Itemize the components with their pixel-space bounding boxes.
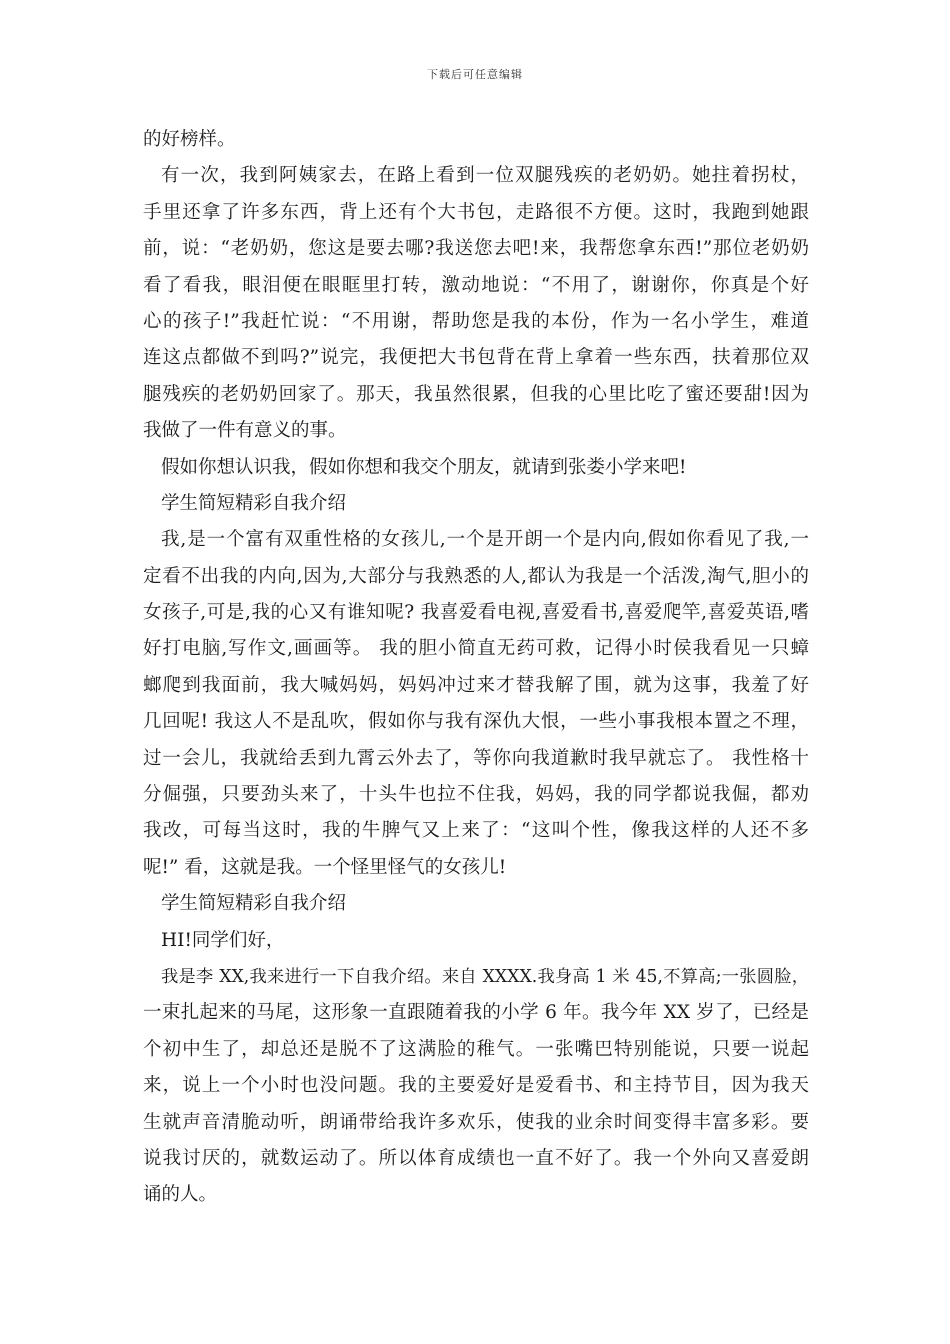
text-line: 生就声音清脆动听，朗诵带给我许多欢乐，使我的业余时间变得丰富多彩。要 (143, 1111, 809, 1133)
document-body (143, 122, 809, 1214)
text-line: 说我讨厌的，就数运动了。所以体育成绩也一直不好了。我一个外向又喜爱朗 (143, 1147, 809, 1169)
text-line: 学生简短精彩自我介绍 (161, 893, 347, 915)
text-line: 诵的人。 (143, 1184, 218, 1206)
text-line: 螂爬到我面前，我大喊妈妈，妈妈冲过来才替我解了围，就为这事，我羞了好 (143, 674, 809, 696)
text-line: 我改，可每当这时，我的牛脾气又上来了：“这叫个性，像我这样的人还不多 (143, 820, 809, 842)
text-line: 定看不出我的内向,因为,大部分与我熟悉的人,都认为我是一个活泼,淘气,胆小的 (143, 565, 809, 587)
text-line: 心的孩子!”我赶忙说：“不用谢，帮助您是我的本份，作为一名小学生，难道 (143, 310, 809, 332)
text-line: 的好榜样。 (143, 129, 236, 150)
text-line: HI!同学们好， (161, 929, 285, 951)
text-line: 过一会儿，我就给丢到九霄云外去了，等你向我道歉时我早就忘了。 我性格十 (143, 747, 809, 769)
text-line: 分倔强，只要劲头来了，十头牛也拉不住我，妈妈，我的同学都说我倔，都劝 (143, 784, 809, 806)
text-line: 我做了一件有意义的事。 (143, 420, 347, 442)
text-line: 手里还拿了许多东西，背上还有个大书包，走路很不方便。这时，我跑到她跟 (143, 201, 809, 223)
text-line: 我是李 XX,我来进行一下自我介绍。来自 XXXX.我身高 1 米 45,不算高;一张圆脸， (161, 966, 809, 987)
text-line: 前，说：“老奶奶，您这是要去哪?我送您去吧!来，我帮您拿东西!”那位老奶奶 (143, 238, 809, 260)
text-line: 好打电脑,写作文,画画等。 我的胆小简直无药可救，记得小时侯我看见一只蟑 (143, 638, 809, 660)
text-line: 女孩子,可是,我的心又有谁知呢? 我喜爱看电视,喜爱看书,喜爱爬竿,喜爱英语,嗜 (143, 602, 809, 624)
text-line: 我,是一个富有双重性格的女孩儿,一个是开朗一个是内向,假如你看见了我,一 (161, 529, 809, 551)
text-line: 看了看我，眼泪便在眼眶里打转，激动地说：“不用了，谢谢你，你真是个好 (143, 274, 809, 296)
text-line: 一束扎起来的马尾，这形象一直跟随着我的小学 6 年。我今年 XX 岁了，已经是 (143, 1002, 809, 1024)
text-line: 假如你想认识我，假如你想和我交个朋友，就请到张娄小学来吧! (161, 456, 687, 478)
text-line: 有一次，我到阿姨家去，在路上看到一位双腿残疾的老奶奶。她拄着拐杖， (161, 165, 809, 187)
text-line: 个初中生了，却总还是脱不了这满脸的稚气。一张嘴巴特别能说，只要一说起 (143, 1038, 809, 1060)
text-line: 连这点都做不到吗?”说完，我便把大书包背在背上拿着一些东西，扶着那位双 (143, 347, 809, 369)
page-header: 下载后可任意编辑 (427, 68, 523, 81)
text-line: 来，说上一个小时也没问题。我的主要爱好是爱看书、和主持节目，因为我天 (143, 1075, 809, 1097)
text-line: 几回呢! 我这人不是乱吹，假如你与我有深仇大恨，一些小事我根本置之不理， (143, 711, 809, 733)
text-line: 学生简短精彩自我介绍 (161, 492, 347, 514)
text-line: 呢!” 看，这就是我。一个怪里怪气的女孩儿! (143, 856, 507, 878)
text-line: 腿残疾的老奶奶回家了。那天，我虽然很累，但我的心里比吃了蜜还要甜!因为 (143, 383, 809, 405)
